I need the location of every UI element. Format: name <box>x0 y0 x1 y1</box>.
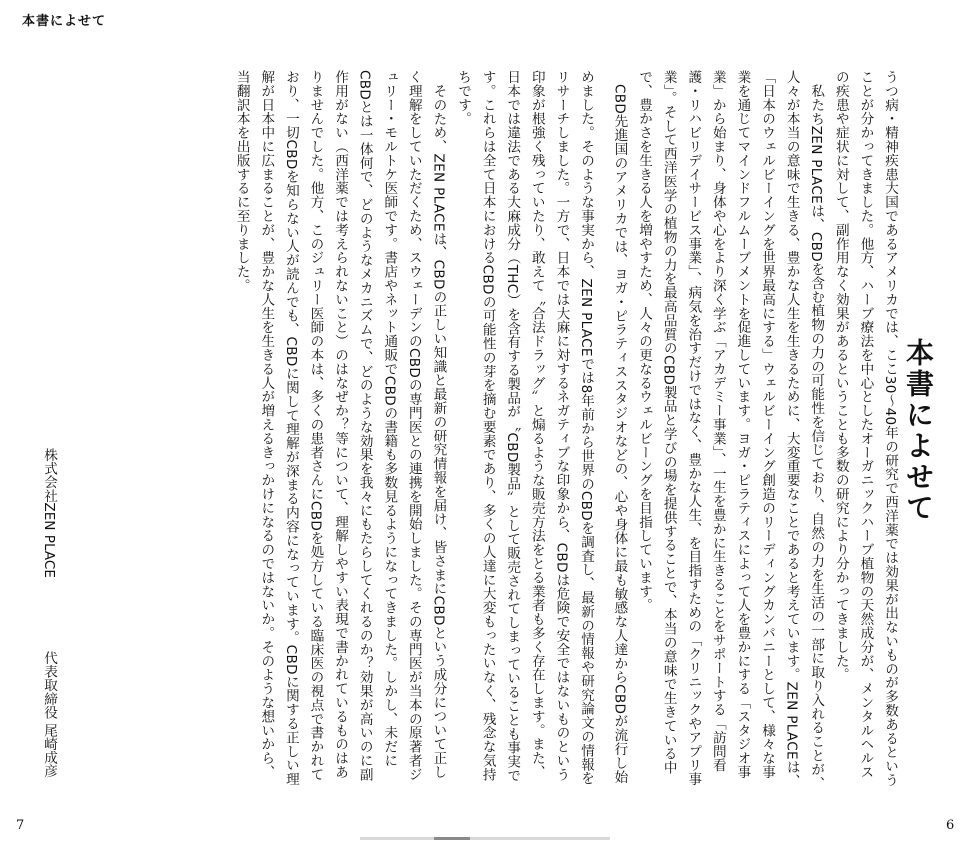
page-number-left: 7 <box>16 818 25 833</box>
paragraph: そのため、ZEN PLACEは、CBDの正しい知識と最新の研究情報を届け、皆さまにCBDという成分について正しく理解をしていただくため、スウェーデンのCBDの専門医との連携を開始しました。その専門医が当本の原著者ジュリー・モルトケ医師です。書店やネット通販でCBDの書籍も多数見るようになってきました。しかし、未だにCBDとは一体何で、どのようなメカニズムで、どのような効果を我々にもたらしてくれるのか？効果が高いのに副作用がない（西洋薬では考えられないこと）のはなぜか？等について、理解しやすい表現で書かれているものはありませんでした。他方、このジュリー医師の本は、多くの患者さんにCBDを処方している臨床医の視点で書かれており、一切CBDを知らない人が読んでも、CBDに関して理解が深まる内容になっています。CBDに関する正しい理解が日本中に広まることが、豊かな人生を生きる人が増えるきっかけになるのではないか。そのような想いから、当翻訳本を出版するに至りました。 <box>233 70 447 787</box>
page-number-right: 6 <box>946 818 955 833</box>
signature-company: 株式会社ZEN PLACE <box>41 448 57 579</box>
left-page-body <box>86 70 598 790</box>
running-header: 本書によせて <box>22 14 107 29</box>
paragraph: めました。そのような事実から、ZEN PLACEでは8年前から世界のCBDを調査し、最新の情報や研究論文の情報をリサーチしました。一方で、日本では大麻に対するネガティブな印象から、CBDは危険で安全ではないものという印象が根強く残っていたり、敢えて〝合法ドラッグ〟と煽るような販売方法をとる業者も多く存在します。また、日本では違法である大麻成分（THC）を含有する製品が〝CBD製品〟として販売されてしまっていることも事実です。これらは全て日本におけるCBDの可能性の芽を摘む要素であり、多くの人達に大変もったいなく、残念な気持ちです。 <box>455 70 594 786</box>
signature-name: 代表取締役 尾崎成彦 <box>41 651 57 778</box>
scrollbar-thumb[interactable] <box>434 837 470 840</box>
paragraph: CBD先進国のアメリカでは、ヨガ・ピラティススタジオなどの、心や身体に最も敏感な人達からCBDが流行し始 <box>611 83 628 784</box>
right-page-body <box>606 70 902 790</box>
horizontal-scrollbar[interactable] <box>360 837 610 840</box>
paragraph: 私たちZEN PLACEは、CBDを含む植物の力の可能性を信じており、自然の力を生活の一部に取り入れることが、人々が本当の意味で生きる、豊かな人生を生きるために、大変重要なことであると考えています。ZEN PLACEは、「日本のウェルビーイングを世界最高にする」ウェルビーイング創造のリーディングカンパニーとして、様々な事業を通じてマインドフルムーブメントを促進しています。ヨガ・ピラティスによって人を豊かにする「スタジオ事業」から始まり、身体や心をより深く学ぶ「アカデミー事業」、一生を豊かに生きることをサポートする「訪問看護・リハビリデイサービス事業」、病気を治すだけではなく、豊かな人生、を目指すための「クリニックやアプリ事業」。そして西洋医学の植物の力を最高品質のCBD製品と学びの場を提供することで、本当の意味で生きている中で、豊かさを生きる人を増やすため、人々の更なるウェルビーングを目指しています。 <box>636 70 825 790</box>
chapter-title: 本書によせて <box>902 338 935 524</box>
signature <box>38 448 60 778</box>
paragraph: うつ病・精神疾患大国であるアメリカでは、ここ30〜40年の研究で西洋薬では効果が出ないものが多数あるということが分かってきました。他方、ハーブ療法を中心としたオーガニックハーブ植物の天然成分が、メンタルヘルスの疾患や症状に対して、副作用なく効果があるということも多数の研究により分かってきました。 <box>832 70 898 787</box>
